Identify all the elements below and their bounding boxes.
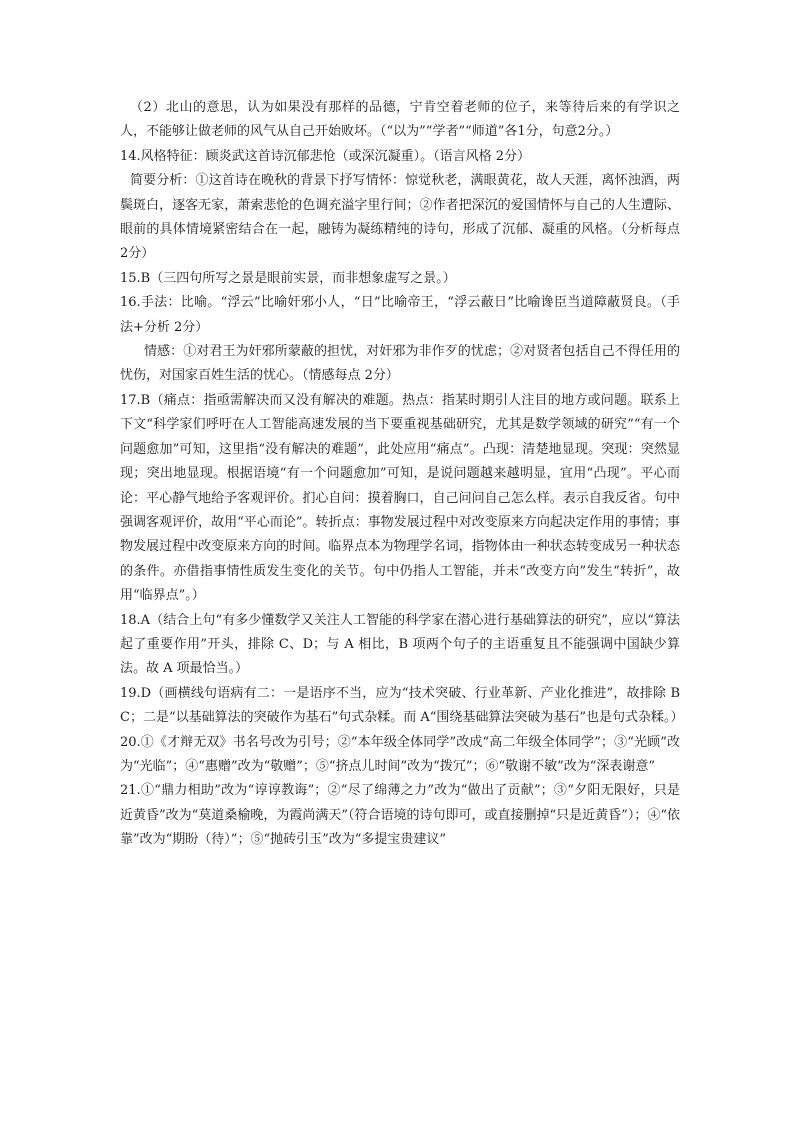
answer-20: 20.①《才辩无双》书名号改为引号；②“本年级全体同学”改成“高二年级全体同学”；③“光顾”改为“光临”；④“惠赠”改为“敬赠”；⑤“挤点儿时间”改为“拨冗”；⑥“敬谢不敏”改为“深表谢意” bbox=[120, 734, 680, 774]
answer-14-analysis: 简要分析：①这首诗在晚秋的背景下抒写情怀：惊觉秋老，满眼黄花，故人天涯，离怀浊酒，两鬓斑白，逐客无家，萧索悲怆的色调充溢字里行间；②作者把深沉的爱国情怀与自己的人生遭际、眼前的具体情境紧密结合在一起，融铸为凝练精纯的诗句，形成了沉郁、凝重的风格。（分析每点 2分） bbox=[120, 173, 680, 262]
answer-key-document bbox=[120, 96, 684, 853]
answer-21: 21.①“鼎力相助”改为“谆谆教诲”；②“尽了绵薄之力”改为“做出了贡献”；③“夕阳无限好，只是近黄昏”改为“莫道桑榆晚，为霞尚满天”（符合语境的诗句即可，或直接删掉“只是近黄昏”）；④“依靠”改为“期盼（待）”；⑤“抛砖引玉”改为“多提宝贵建议” bbox=[120, 783, 680, 848]
answer-15: 15.B（三四句所写之景是眼前实景，而非想象虚写之景。） bbox=[120, 270, 456, 286]
answer-17: 17.B（痛点：指亟需解决而又没有解决的难题。热点：指某时期引人注目的地方或问题。联系上下文“科学家们呼吁在人工智能高速发展的当下要重视基础研究，尤其是数学领域的研究”“有一个问题愈加”可知，这里指“没有解决的难题”，此处应用“痛点”。凸现：清楚地显现。突现：突然显现；突出地显现。根据语境“有一个问题愈加”可知，是说问题越来越明显，宜用“凸现”。平心而论：平心静气地给予客观评价。扪心自问：摸着胸口，自己问问自己怎么样。表示自我反省。句中强调客观评价，故用“平心而论”。转折点：事物发展过程中对改变原来方向起决定作用的事情；事物发展过程中改变原来方向的时间。临界点本为物理学名词，指物体由一种状态转变成另一种状态的条件。亦借指事情性质发生变化的关节。句中仍指人工智能，并未“改变方向”发生“转折”，故用“临界点”。） bbox=[120, 392, 680, 604]
answer-14-style: 14.风格特征：顾炎武这首诗沉郁悲怆（或深沉凝重）。（语言风格 2分） bbox=[120, 148, 531, 164]
answer-16-technique: 16.手法：比喻。“浮云”比喻奸邪小人，“日”比喻帝王，“浮云蔽日”比喻谗臣当道障蔽贤良。（手法+分析 2分） bbox=[120, 295, 680, 335]
answer-16-emotion: 情感：①对君王为奸邪所蒙蔽的担忧，对奸邪为非作歹的忧虑；②对贤者包括自己不得任用的忧伤，对国家百姓生活的忧心。（情感每点 2分） bbox=[120, 344, 680, 384]
answer-18: 18.A（结合上句“有多少懂数学又关注人工智能的科学家在潜心进行基础算法的研究”，应以“算法起了重要作用”开头，排除 C、D；与 A 相比，B 项两个句子的主语重复且不能强调中国缺少算法。故 A 项最恰当。） bbox=[120, 612, 680, 677]
answer-19: 19.D（画横线句语病有二：一是语序不当，应为“技术突破、行业革新、产业化推进”，故排除 BC；二是“以基础算法的突破作为基石”句式杂糅。而 A“围绕基础算法突破为基石”也是句式杂糅。） bbox=[120, 685, 684, 726]
answer-paragraph-north-mountain: （2）北山的意思，认为如果没有那样的品德，宁肯空着老师的位子，来等待后来的有学识之人，不能够让做老师的风气从自己开始败坏。（“以为”“学者”“师道”各1分，句意2分。） bbox=[120, 100, 680, 140]
